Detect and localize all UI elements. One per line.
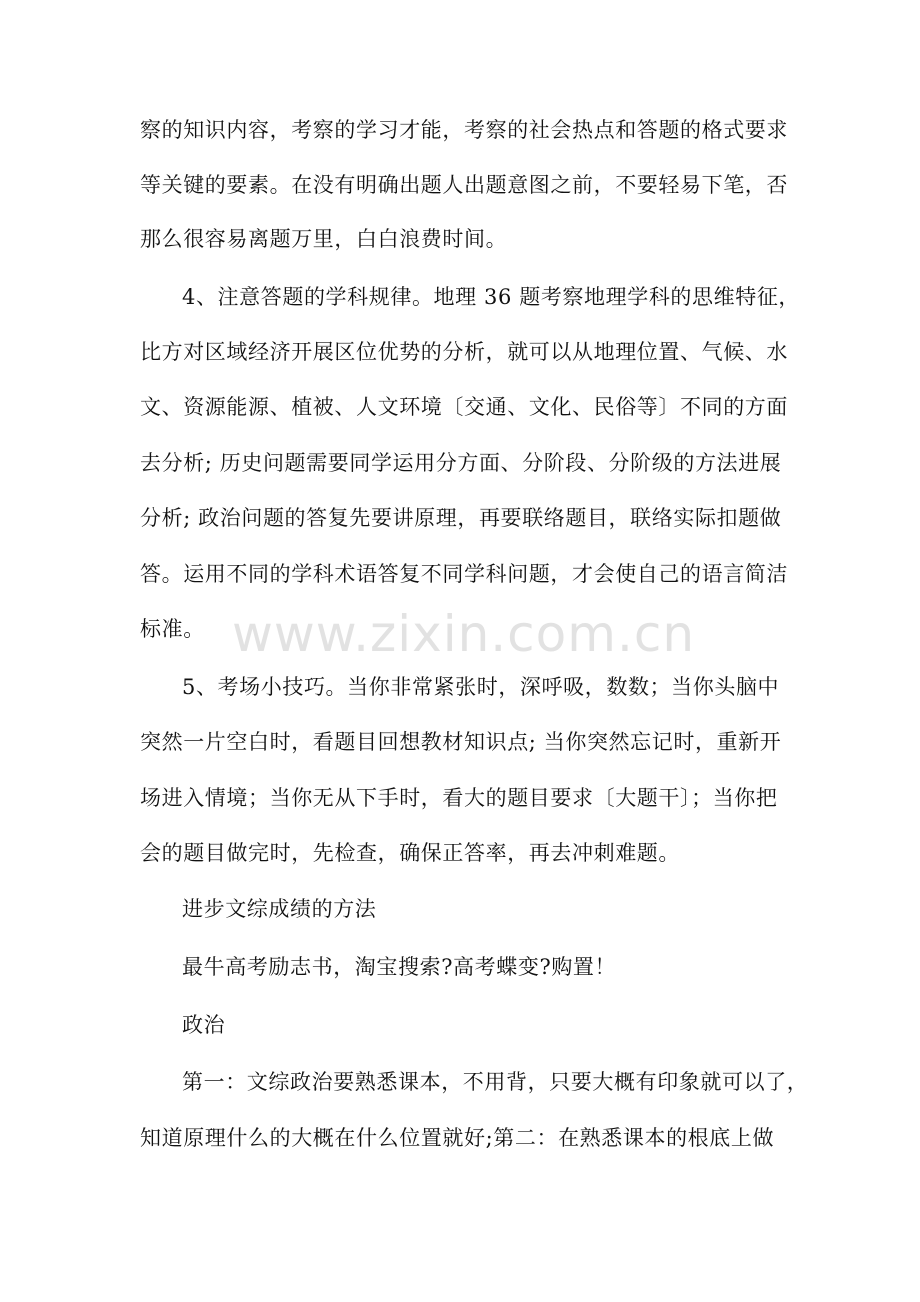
text-line: 最牛高考励志书，淘宝搜索?高考蝶变?购置！ — [182, 955, 617, 979]
watermark: www.zixin.com.cn — [232, 605, 696, 663]
text-line: 5、考场小技巧。当你非常紧张时，深呼吸，数数；当你头脑中 — [182, 675, 780, 699]
section-heading: 进步文综成绩的方法 — [182, 897, 377, 921]
text-line: 那么很容易离题万里，白白浪费时间。 — [140, 227, 508, 251]
text-line: 比方对区域经济开展区位优势的分析，就可以从地理位置、气候、水 — [140, 340, 788, 364]
text-line: 标准。 — [140, 617, 205, 641]
text-line: 等关键的要素。在没有明确出题人出题意图之前，不要轻易下笔，否 — [140, 173, 788, 197]
text-line: 会的题目做完时，先检查，确保正答率，再去冲刺难题。 — [140, 841, 680, 865]
text-line: 场进入情境；当你无从下手时，看大的题目要求〔大题干〕；当你把 — [140, 786, 778, 810]
text-line: 4、注意答题的学科规律。地理 36 题考察地理学科的思维特征， — [182, 285, 801, 309]
text-line: 文、资源能源、植被、人文环境〔交通、文化、民俗等〕不同的方面 — [140, 395, 788, 419]
text-line: 突然一片空白时，看题目回想教材知识点; 当你突然忘记时，重新开 — [140, 730, 782, 754]
text-line: 察的知识内容，考察的学习才能，考察的社会热点和答题的格式要求 — [140, 118, 788, 142]
text-line: 知道原理什么的大概在什么位置就好;第二：在熟悉课本的根底上做 — [140, 1126, 775, 1150]
text-line: 答。运用不同的学科术语答复不同学科问题，才会使自己的语言简洁 — [140, 562, 788, 586]
text-line: 第一：文综政治要熟悉课本，不用背，只要大概有印象就可以了， — [182, 1070, 809, 1094]
text-line: 分析; 政治问题的答复先要讲原理，再要联络题目，联络实际扣题做 — [140, 506, 782, 530]
subsection-heading: 政治 — [182, 1013, 226, 1037]
text-line: 去分析; 历史问题需要同学运用分方面、分阶段、分阶级的方法进展 — [140, 451, 782, 475]
